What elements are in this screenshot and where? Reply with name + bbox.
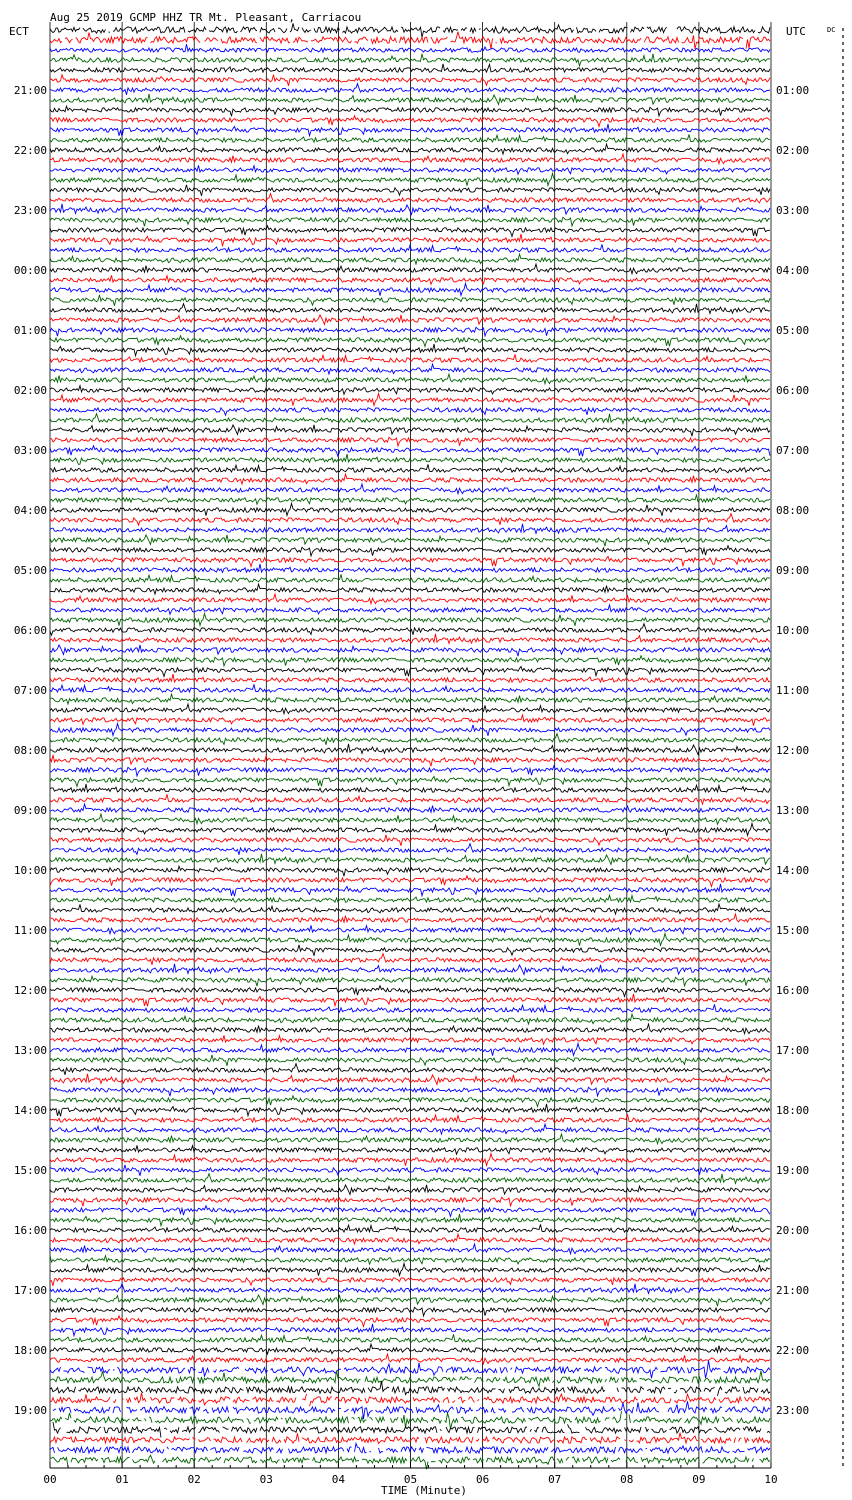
seismic-trace xyxy=(50,64,770,72)
right-hour-label: 12:00 xyxy=(776,744,810,757)
seismic-trace xyxy=(50,54,770,66)
seismic-trace xyxy=(50,614,770,626)
seismic-trace xyxy=(50,1055,770,1066)
seismic-trace xyxy=(50,254,770,264)
seismic-trace xyxy=(50,1255,770,1264)
right-hour-label: 22:00 xyxy=(776,1344,810,1357)
seismic-trace xyxy=(50,336,770,347)
chart-title: Aug 25 2019 GCMP HHZ TR Mt. Pleasant, Carriacou xyxy=(50,11,362,24)
seismic-trace xyxy=(50,264,770,274)
seismic-trace xyxy=(50,605,770,614)
seismic-trace xyxy=(50,1307,770,1316)
left-hour-label: 07:00 xyxy=(13,684,47,697)
x-tick-label: 05 xyxy=(403,1473,418,1486)
seismic-trace xyxy=(50,295,770,306)
seismic-trace xyxy=(50,704,770,714)
seismic-trace xyxy=(50,1354,770,1364)
left-hour-label: 19:00 xyxy=(13,1404,47,1417)
x-tick-label: 04 xyxy=(331,1473,346,1486)
left-hour-label: 01:00 xyxy=(13,324,47,337)
seismic-trace xyxy=(50,106,770,116)
left-hour-label: 22:00 xyxy=(13,144,47,157)
left-hour-label: 15:00 xyxy=(13,1164,47,1177)
x-tick-label: 06 xyxy=(475,1473,490,1486)
seismic-trace xyxy=(50,1224,770,1232)
seismic-trace xyxy=(50,1014,770,1024)
seismic-trace xyxy=(50,976,770,986)
seismic-trace xyxy=(50,165,770,174)
seismic-trace xyxy=(50,925,770,934)
left-hour-label: 09:00 xyxy=(13,804,47,817)
seismic-trace xyxy=(50,684,770,692)
seismic-trace xyxy=(50,344,770,356)
seismic-trace xyxy=(50,804,770,812)
seismic-trace xyxy=(50,1214,770,1226)
seismic-trace xyxy=(50,954,770,965)
seismic-trace xyxy=(50,1381,770,1396)
right-hour-label: 06:00 xyxy=(776,384,810,397)
seismic-trace xyxy=(50,364,770,374)
seismic-trace xyxy=(50,574,770,582)
seismic-trace xyxy=(50,1197,770,1206)
seismic-trace xyxy=(53,1422,770,1438)
right-hour-label: 04:00 xyxy=(776,264,810,277)
seismic-trace xyxy=(50,564,770,572)
seismic-trace xyxy=(50,315,770,325)
seismic-trace xyxy=(50,1074,770,1085)
seismic-trace xyxy=(50,895,770,902)
seismic-trace xyxy=(50,1174,770,1184)
seismic-trace xyxy=(50,1004,770,1012)
seismic-trace xyxy=(50,327,770,336)
seismic-trace xyxy=(50,244,770,252)
seismic-trace xyxy=(50,1344,770,1354)
seismic-trace xyxy=(50,474,770,484)
seismic-trace xyxy=(50,734,770,745)
left-hour-label: 04:00 xyxy=(13,504,47,517)
x-tick-label: 03 xyxy=(259,1473,273,1486)
seismic-trace xyxy=(50,584,770,594)
seismic-trace xyxy=(50,75,770,86)
seismic-trace xyxy=(50,1324,770,1336)
seismic-trace xyxy=(50,446,770,457)
left-hour-label: 10:00 xyxy=(13,864,47,877)
seismic-trace xyxy=(50,794,770,804)
seismic-trace xyxy=(50,1411,770,1429)
seismic-trace xyxy=(50,1433,770,1444)
seismic-trace xyxy=(50,766,770,776)
seismic-trace xyxy=(50,1124,770,1134)
seismic-trace xyxy=(50,1244,770,1254)
seismic-trace xyxy=(50,185,770,196)
seismic-trace xyxy=(50,876,770,887)
right-hour-label: 17:00 xyxy=(776,1044,810,1057)
seismic-trace xyxy=(50,1114,770,1122)
seismic-trace xyxy=(50,1264,770,1276)
right-hour-label: 05:00 xyxy=(776,324,810,337)
seismic-trace xyxy=(50,354,770,362)
seismic-trace xyxy=(50,1024,770,1034)
left-hour-label: 08:00 xyxy=(13,744,47,757)
right-hour-label: 10:00 xyxy=(776,624,810,637)
seismic-trace xyxy=(50,394,770,406)
seismic-trace xyxy=(50,1035,770,1044)
seismic-trace xyxy=(50,904,770,914)
seismic-trace xyxy=(50,535,770,546)
seismic-trace xyxy=(50,1044,770,1056)
seismic-trace xyxy=(50,1284,770,1294)
seismic-trace xyxy=(50,495,770,504)
seismic-trace xyxy=(50,945,770,956)
seismic-trace xyxy=(50,854,770,865)
seismic-trace xyxy=(50,1145,770,1154)
seismic-trace xyxy=(50,634,770,644)
seismic-trace xyxy=(50,784,770,792)
seismic-trace xyxy=(50,824,770,836)
seismic-trace xyxy=(50,284,770,296)
right-hour-label: 19:00 xyxy=(776,1164,810,1177)
left-hour-label: 05:00 xyxy=(13,564,47,577)
seismic-trace xyxy=(50,464,770,472)
right-hour-label: 09:00 xyxy=(776,564,810,577)
seismic-trace xyxy=(50,374,770,384)
seismic-trace xyxy=(50,744,770,755)
seismic-trace xyxy=(50,835,770,846)
right-hour-axis xyxy=(776,84,809,1417)
seismic-trace xyxy=(50,694,770,704)
seismic-trace xyxy=(50,656,770,666)
seismic-trace xyxy=(50,624,770,636)
x-axis xyxy=(43,1462,777,1486)
seismic-trace xyxy=(50,986,770,997)
left-hour-label: 21:00 xyxy=(13,84,47,97)
left-hour-label: 16:00 xyxy=(13,1224,47,1237)
seismic-trace xyxy=(50,1295,770,1306)
seismic-trace xyxy=(50,884,770,896)
seismic-trace xyxy=(50,1154,770,1166)
left-hour-label: 02:00 xyxy=(13,384,47,397)
seismic-trace xyxy=(50,226,770,237)
seismic-trace xyxy=(50,594,770,604)
seismic-trace xyxy=(50,1393,770,1406)
left-hour-label: 18:00 xyxy=(13,1344,47,1357)
right-hour-label: 13:00 xyxy=(776,804,810,817)
seismic-trace xyxy=(50,1316,770,1327)
seismic-trace xyxy=(50,1185,770,1195)
seismic-trace xyxy=(50,304,770,314)
left-hour-label: 17:00 xyxy=(13,1284,47,1297)
seismic-trace xyxy=(50,134,770,142)
seismic-trace xyxy=(50,557,770,567)
seismic-trace xyxy=(50,844,770,855)
right-hour-label: 23:00 xyxy=(776,1404,810,1417)
seismic-trace xyxy=(50,755,770,766)
right-hour-label: 03:00 xyxy=(776,204,810,217)
seismic-trace xyxy=(50,645,770,656)
seismic-trace xyxy=(50,866,770,876)
right-hour-label: 08:00 xyxy=(776,504,810,517)
right-hour-label: 14:00 xyxy=(776,864,810,877)
seismic-trace xyxy=(50,484,770,494)
seismic-trace xyxy=(50,994,770,1006)
left-hour-label: 12:00 xyxy=(13,984,47,997)
seismic-trace xyxy=(50,914,770,922)
left-hour-label: 11:00 xyxy=(13,924,47,937)
seismic-trace xyxy=(50,124,770,136)
left-hour-label: 13:00 xyxy=(13,1044,47,1057)
seismic-trace xyxy=(50,1234,770,1244)
right-hour-label: 15:00 xyxy=(776,924,810,937)
seismic-trace xyxy=(50,724,770,736)
x-tick-label: 08 xyxy=(620,1473,634,1486)
right-hour-label: 21:00 xyxy=(776,1284,810,1297)
right-hour-label: 11:00 xyxy=(776,684,810,697)
left-hour-label: 23:00 xyxy=(13,204,47,217)
right-hour-label: 01:00 xyxy=(776,84,810,97)
seismic-trace xyxy=(50,194,770,203)
seismic-trace xyxy=(50,116,770,127)
x-tick-label: 00 xyxy=(43,1473,57,1486)
x-tick-label: 07 xyxy=(548,1473,562,1486)
x-tick-label: 10 xyxy=(764,1473,778,1486)
right-hour-label: 02:00 xyxy=(776,144,810,157)
seismic-trace xyxy=(50,546,770,556)
seismic-trace xyxy=(50,144,770,154)
seismic-trace xyxy=(50,1134,770,1144)
x-tick-label: 09 xyxy=(692,1473,706,1486)
seismic-trace xyxy=(50,386,770,395)
left-timezone-label: ECT xyxy=(9,25,29,38)
seismic-trace xyxy=(53,1401,770,1419)
seismic-trace xyxy=(50,217,770,226)
left-hour-axis xyxy=(14,84,47,1417)
seismic-trace xyxy=(50,408,770,415)
seismic-trace xyxy=(50,425,770,436)
corner-label: DC xyxy=(827,26,836,34)
right-hour-label: 18:00 xyxy=(776,1104,810,1117)
seismic-trace xyxy=(50,715,770,726)
seismic-trace xyxy=(50,275,770,284)
seismic-trace xyxy=(50,414,770,424)
seismic-trace xyxy=(50,204,770,215)
right-timezone-label: UTC xyxy=(786,25,806,38)
seismic-trace xyxy=(50,667,770,677)
x-axis-title: TIME (Minute) xyxy=(380,1484,468,1497)
seismic-trace xyxy=(50,1334,770,1342)
seismic-trace xyxy=(50,1087,770,1096)
left-hour-label: 06:00 xyxy=(13,624,47,637)
left-hour-label: 00:00 xyxy=(13,264,47,277)
left-hour-label: 03:00 xyxy=(13,444,47,457)
seismic-trace xyxy=(50,1104,770,1116)
seismic-trace xyxy=(50,32,770,50)
seismic-trace xyxy=(50,1096,770,1107)
seismic-trace xyxy=(50,44,770,52)
seismic-trace xyxy=(50,777,770,787)
seismic-trace xyxy=(50,1371,770,1387)
seismic-trace xyxy=(50,437,770,446)
x-tick-label: 01 xyxy=(115,1473,129,1486)
seismic-trace xyxy=(50,934,770,946)
right-hour-label: 20:00 xyxy=(776,1224,810,1237)
seismic-traces xyxy=(50,23,770,1469)
seismic-trace xyxy=(50,174,770,186)
seismic-trace xyxy=(50,454,770,465)
seismic-trace xyxy=(50,814,770,824)
seismic-trace xyxy=(50,1165,770,1176)
seismic-trace xyxy=(50,1443,770,1453)
left-hour-label: 14:00 xyxy=(13,1104,47,1117)
seismic-trace xyxy=(50,964,770,975)
seismic-trace xyxy=(50,674,770,682)
seismic-trace xyxy=(50,84,770,95)
seismic-trace xyxy=(50,1206,770,1217)
seismic-trace xyxy=(50,94,770,105)
seismic-trace xyxy=(50,1278,770,1286)
right-hour-label: 16:00 xyxy=(776,984,810,997)
seismic-trace xyxy=(50,23,770,37)
right-hour-label: 07:00 xyxy=(776,444,810,457)
x-tick-label: 02 xyxy=(187,1473,201,1486)
seismic-trace xyxy=(50,504,770,516)
seismic-trace xyxy=(50,1361,770,1379)
seismic-trace xyxy=(50,524,770,534)
seismic-trace xyxy=(50,154,770,164)
seismic-trace xyxy=(50,1064,770,1075)
